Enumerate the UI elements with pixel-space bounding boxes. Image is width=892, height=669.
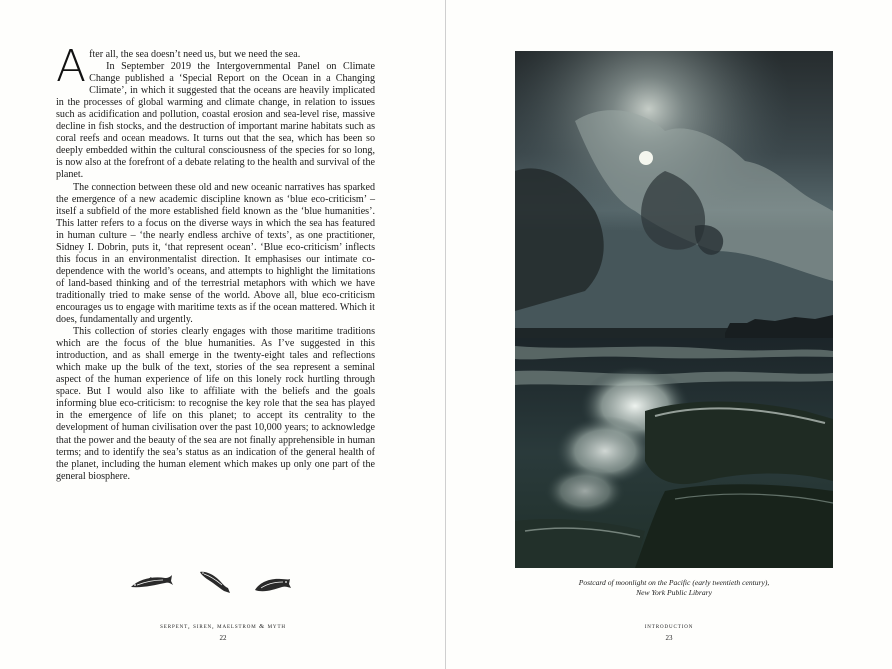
fish-icon [197,568,233,594]
page-number-right: 23 [665,634,673,642]
opening-sentence: fter all, the sea doesn’t need us, but we need the sea. [89,49,301,60]
caption-line-1: Postcard of moonlight on the Pacific (early twentieth century), [578,578,770,587]
drop-cap: A [56,41,87,92]
paragraph-ipcc: In September 2019 the Intergovernmental Panel on Climate Change published a ‘Special Report on the Ocean in a Changing Climate’, in which it suggested that the oceans are heavily implicated in the processes of global warming and climate change, in relation to issues such as acidification and pollution, coastal erosion and sea-level rise, massive decline in fish stocks, and the destruction of important marine habitats such as coral reefs and ocean meadows. It turns out that the sea, which has been so deeply embedded within the cultural consciousness of the species for so long, is now also at the forefront of a debate relating to the health and survival of the planet. [56,61,375,181]
image-caption [515,578,833,598]
right-page [446,0,892,669]
body-text [56,41,375,483]
opening-paragraph [56,41,375,92]
paragraph-blue-eco-criticism: The connection between these old and new oceanic narratives has sparked the emergence of a new academic discipline known as ‘blue eco-criticism’ – itself a subfield of the more established field known as the ‘blue humanities’. This latter refers to a focus on the diverse ways in which the sea has featured in human culture – ‘the nearly endless archive of texts’, as one practitioner, Sidney I. Dobrin, puts it, ‘that represent ocean’. ‘Blue eco-criticism’ inflects this focus in an environmentalist direction. It emphasises our intimate co-dependence with the world’s oceans, and attempts to highlight the limitations of land-based thinking and of the terrestrial metaphors with which we have traditionally tried to make sense of the world. Above all, blue eco-criticism encourages us to engage with maritime texts as if the ocean mattered. Which it does, fundamentally and urgently. [56,181,375,326]
page-number-left: 22 [219,634,227,642]
moonlight-postcard-image [515,51,833,568]
caption-line-2: New York Public Library [636,588,712,597]
running-head-right: introduction [644,623,694,630]
paragraph-collection: This collection of stories clearly engages with those maritime traditions which are the focus of the blue humanities. As I’ve suggested in this introduction, and as shall emerge in the twenty-eight tales and reflections which make up the bulk of the text, stories of the sea represent a seminal aspect of the human experience of life on this lonely rock hurtling through space. But I would also like to affiliate with the beliefs and the goals informing blue eco-criticism: to recognise the key role that the sea has played in the emergence of life on this planet; to accept its centrality to the development of human civilisation over the past 10,000 years; to acknowledge that the power and the beauty of the sea are not finally apprehensible in human terms; and to identify the sea’s status as an indication of the general health of the planet, including the human element which makes up only one part of the general biosphere. [56,326,375,482]
fish-icon [253,574,293,596]
fish-ornament [125,566,305,598]
fish-icon [127,572,175,592]
moonlight-illustration [515,51,833,568]
running-head-left: serpent, siren, maelstrom & myth [160,623,286,630]
